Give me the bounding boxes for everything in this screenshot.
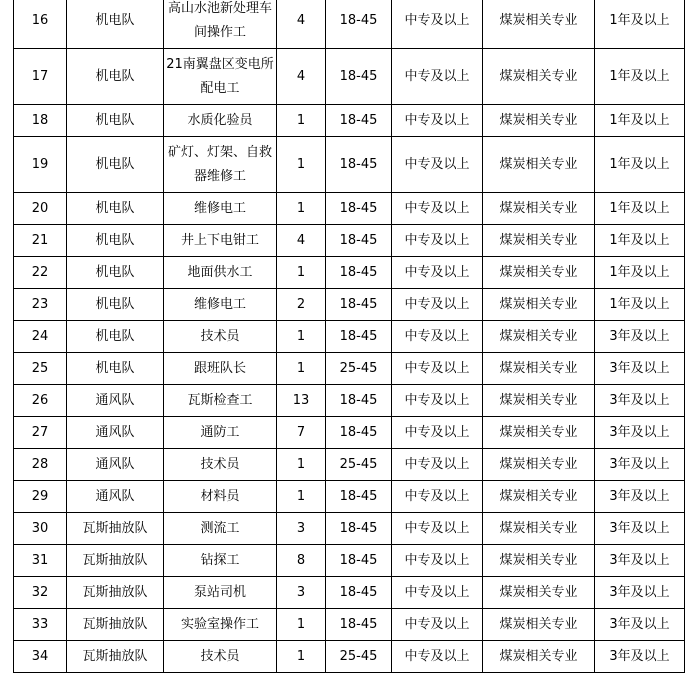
job-title-cell: 实验室操作工 bbox=[164, 609, 277, 641]
table-row bbox=[14, 225, 685, 257]
experience-cell: 3年及以上 bbox=[595, 641, 685, 673]
recruitment-table bbox=[13, 0, 685, 673]
education-cell: 中专及以上 bbox=[392, 641, 483, 673]
education-cell: 中专及以上 bbox=[392, 0, 483, 49]
major-cell: 煤炭相关专业 bbox=[483, 545, 595, 577]
headcount-cell: 1 bbox=[277, 449, 326, 481]
age-range-cell: 18-45 bbox=[326, 49, 392, 105]
row-number-cell: 28 bbox=[14, 449, 67, 481]
job-title-cell: 井上下电钳工 bbox=[164, 225, 277, 257]
education-cell: 中专及以上 bbox=[392, 353, 483, 385]
row-number-cell: 18 bbox=[14, 105, 67, 137]
department-cell: 机电队 bbox=[67, 137, 164, 193]
job-title-cell: 高山水池新处理车间操作工 bbox=[164, 0, 277, 49]
education-cell: 中专及以上 bbox=[392, 137, 483, 193]
department-cell: 通风队 bbox=[67, 385, 164, 417]
job-title-cell: 通防工 bbox=[164, 417, 277, 449]
department-cell: 瓦斯抽放队 bbox=[67, 609, 164, 641]
experience-cell: 1年及以上 bbox=[595, 137, 685, 193]
major-cell: 煤炭相关专业 bbox=[483, 257, 595, 289]
table-row bbox=[14, 105, 685, 137]
age-range-cell: 18-45 bbox=[326, 257, 392, 289]
experience-cell: 3年及以上 bbox=[595, 385, 685, 417]
headcount-cell: 1 bbox=[277, 609, 326, 641]
job-title-cell: 维修电工 bbox=[164, 193, 277, 225]
experience-cell: 3年及以上 bbox=[595, 609, 685, 641]
headcount-cell: 4 bbox=[277, 225, 326, 257]
table-row bbox=[14, 481, 685, 513]
department-cell: 机电队 bbox=[67, 105, 164, 137]
education-cell: 中专及以上 bbox=[392, 545, 483, 577]
row-number-cell: 17 bbox=[14, 49, 67, 105]
experience-cell: 1年及以上 bbox=[595, 257, 685, 289]
job-title-cell: 泵站司机 bbox=[164, 577, 277, 609]
table-row bbox=[14, 641, 685, 673]
experience-cell: 3年及以上 bbox=[595, 353, 685, 385]
headcount-cell: 1 bbox=[277, 353, 326, 385]
experience-cell: 3年及以上 bbox=[595, 577, 685, 609]
age-range-cell: 25-45 bbox=[326, 449, 392, 481]
major-cell: 煤炭相关专业 bbox=[483, 321, 595, 353]
age-range-cell: 25-45 bbox=[326, 641, 392, 673]
headcount-cell: 3 bbox=[277, 513, 326, 545]
job-title-cell: 跟班队长 bbox=[164, 353, 277, 385]
age-range-cell: 18-45 bbox=[326, 513, 392, 545]
job-title-cell: 21南翼盘区变电所配电工 bbox=[164, 49, 277, 105]
headcount-cell: 1 bbox=[277, 137, 326, 193]
job-title-cell: 矿灯、灯架、自救器维修工 bbox=[164, 137, 277, 193]
experience-cell: 1年及以上 bbox=[595, 289, 685, 321]
department-cell: 机电队 bbox=[67, 225, 164, 257]
education-cell: 中专及以上 bbox=[392, 225, 483, 257]
job-title-cell: 瓦斯检查工 bbox=[164, 385, 277, 417]
age-range-cell: 18-45 bbox=[326, 577, 392, 609]
row-number-cell: 33 bbox=[14, 609, 67, 641]
headcount-cell: 1 bbox=[277, 193, 326, 225]
experience-cell: 3年及以上 bbox=[595, 449, 685, 481]
age-range-cell: 18-45 bbox=[326, 289, 392, 321]
table-row bbox=[14, 193, 685, 225]
table-row bbox=[14, 513, 685, 545]
major-cell: 煤炭相关专业 bbox=[483, 225, 595, 257]
major-cell: 煤炭相关专业 bbox=[483, 481, 595, 513]
table-row bbox=[14, 577, 685, 609]
headcount-cell: 4 bbox=[277, 49, 326, 105]
row-number-cell: 27 bbox=[14, 417, 67, 449]
job-title-cell: 技术员 bbox=[164, 321, 277, 353]
job-title-cell: 材料员 bbox=[164, 481, 277, 513]
headcount-cell: 1 bbox=[277, 105, 326, 137]
headcount-cell: 13 bbox=[277, 385, 326, 417]
experience-cell: 3年及以上 bbox=[595, 545, 685, 577]
department-cell: 机电队 bbox=[67, 49, 164, 105]
job-title-cell: 维修电工 bbox=[164, 289, 277, 321]
headcount-cell: 4 bbox=[277, 0, 326, 49]
row-number-cell: 30 bbox=[14, 513, 67, 545]
education-cell: 中专及以上 bbox=[392, 49, 483, 105]
row-number-cell: 21 bbox=[14, 225, 67, 257]
age-range-cell: 18-45 bbox=[326, 545, 392, 577]
education-cell: 中专及以上 bbox=[392, 417, 483, 449]
row-number-cell: 16 bbox=[14, 0, 67, 49]
row-number-cell: 32 bbox=[14, 577, 67, 609]
table-row bbox=[14, 137, 685, 193]
age-range-cell: 18-45 bbox=[326, 105, 392, 137]
table-row bbox=[14, 417, 685, 449]
education-cell: 中专及以上 bbox=[392, 257, 483, 289]
department-cell: 瓦斯抽放队 bbox=[67, 577, 164, 609]
education-cell: 中专及以上 bbox=[392, 577, 483, 609]
experience-cell: 3年及以上 bbox=[595, 481, 685, 513]
age-range-cell: 25-45 bbox=[326, 353, 392, 385]
job-title-cell: 地面供水工 bbox=[164, 257, 277, 289]
headcount-cell: 3 bbox=[277, 577, 326, 609]
age-range-cell: 18-45 bbox=[326, 137, 392, 193]
job-title-cell: 测流工 bbox=[164, 513, 277, 545]
row-number-cell: 29 bbox=[14, 481, 67, 513]
experience-cell: 3年及以上 bbox=[595, 321, 685, 353]
major-cell: 煤炭相关专业 bbox=[483, 353, 595, 385]
major-cell: 煤炭相关专业 bbox=[483, 641, 595, 673]
table-row bbox=[14, 257, 685, 289]
major-cell: 煤炭相关专业 bbox=[483, 449, 595, 481]
major-cell: 煤炭相关专业 bbox=[483, 0, 595, 49]
headcount-cell: 2 bbox=[277, 289, 326, 321]
headcount-cell: 8 bbox=[277, 545, 326, 577]
row-number-cell: 20 bbox=[14, 193, 67, 225]
row-number-cell: 19 bbox=[14, 137, 67, 193]
table-row bbox=[14, 385, 685, 417]
row-number-cell: 26 bbox=[14, 385, 67, 417]
department-cell: 瓦斯抽放队 bbox=[67, 513, 164, 545]
row-number-cell: 22 bbox=[14, 257, 67, 289]
row-number-cell: 34 bbox=[14, 641, 67, 673]
education-cell: 中专及以上 bbox=[392, 385, 483, 417]
department-cell: 通风队 bbox=[67, 417, 164, 449]
experience-cell: 3年及以上 bbox=[595, 417, 685, 449]
headcount-cell: 7 bbox=[277, 417, 326, 449]
department-cell: 机电队 bbox=[67, 353, 164, 385]
major-cell: 煤炭相关专业 bbox=[483, 105, 595, 137]
row-number-cell: 25 bbox=[14, 353, 67, 385]
experience-cell: 1年及以上 bbox=[595, 105, 685, 137]
education-cell: 中专及以上 bbox=[392, 481, 483, 513]
education-cell: 中专及以上 bbox=[392, 449, 483, 481]
age-range-cell: 18-45 bbox=[326, 193, 392, 225]
experience-cell: 1年及以上 bbox=[595, 0, 685, 49]
major-cell: 煤炭相关专业 bbox=[483, 385, 595, 417]
education-cell: 中专及以上 bbox=[392, 193, 483, 225]
major-cell: 煤炭相关专业 bbox=[483, 609, 595, 641]
department-cell: 机电队 bbox=[67, 321, 164, 353]
experience-cell: 1年及以上 bbox=[595, 225, 685, 257]
department-cell: 通风队 bbox=[67, 481, 164, 513]
job-title-cell: 水质化验员 bbox=[164, 105, 277, 137]
education-cell: 中专及以上 bbox=[392, 609, 483, 641]
education-cell: 中专及以上 bbox=[392, 513, 483, 545]
department-cell: 瓦斯抽放队 bbox=[67, 641, 164, 673]
age-range-cell: 18-45 bbox=[326, 0, 392, 49]
education-cell: 中专及以上 bbox=[392, 105, 483, 137]
table-body bbox=[14, 0, 685, 673]
table-row bbox=[14, 0, 685, 49]
table-row bbox=[14, 609, 685, 641]
department-cell: 机电队 bbox=[67, 193, 164, 225]
job-title-cell: 技术员 bbox=[164, 641, 277, 673]
table-row bbox=[14, 49, 685, 105]
table-row bbox=[14, 545, 685, 577]
department-cell: 机电队 bbox=[67, 0, 164, 49]
row-number-cell: 24 bbox=[14, 321, 67, 353]
major-cell: 煤炭相关专业 bbox=[483, 49, 595, 105]
experience-cell: 1年及以上 bbox=[595, 49, 685, 105]
department-cell: 通风队 bbox=[67, 449, 164, 481]
age-range-cell: 18-45 bbox=[326, 481, 392, 513]
table-row bbox=[14, 321, 685, 353]
major-cell: 煤炭相关专业 bbox=[483, 577, 595, 609]
major-cell: 煤炭相关专业 bbox=[483, 289, 595, 321]
headcount-cell: 1 bbox=[277, 321, 326, 353]
experience-cell: 3年及以上 bbox=[595, 513, 685, 545]
headcount-cell: 1 bbox=[277, 641, 326, 673]
major-cell: 煤炭相关专业 bbox=[483, 513, 595, 545]
department-cell: 机电队 bbox=[67, 289, 164, 321]
job-title-cell: 技术员 bbox=[164, 449, 277, 481]
headcount-cell: 1 bbox=[277, 481, 326, 513]
job-title-cell: 钻探工 bbox=[164, 545, 277, 577]
table-row bbox=[14, 353, 685, 385]
row-number-cell: 31 bbox=[14, 545, 67, 577]
major-cell: 煤炭相关专业 bbox=[483, 137, 595, 193]
age-range-cell: 18-45 bbox=[326, 321, 392, 353]
major-cell: 煤炭相关专业 bbox=[483, 193, 595, 225]
department-cell: 瓦斯抽放队 bbox=[67, 545, 164, 577]
education-cell: 中专及以上 bbox=[392, 289, 483, 321]
major-cell: 煤炭相关专业 bbox=[483, 417, 595, 449]
table-row bbox=[14, 449, 685, 481]
table-row bbox=[14, 289, 685, 321]
department-cell: 机电队 bbox=[67, 257, 164, 289]
row-number-cell: 23 bbox=[14, 289, 67, 321]
age-range-cell: 18-45 bbox=[326, 609, 392, 641]
experience-cell: 1年及以上 bbox=[595, 193, 685, 225]
age-range-cell: 18-45 bbox=[326, 417, 392, 449]
age-range-cell: 18-45 bbox=[326, 225, 392, 257]
age-range-cell: 18-45 bbox=[326, 385, 392, 417]
education-cell: 中专及以上 bbox=[392, 321, 483, 353]
headcount-cell: 1 bbox=[277, 257, 326, 289]
